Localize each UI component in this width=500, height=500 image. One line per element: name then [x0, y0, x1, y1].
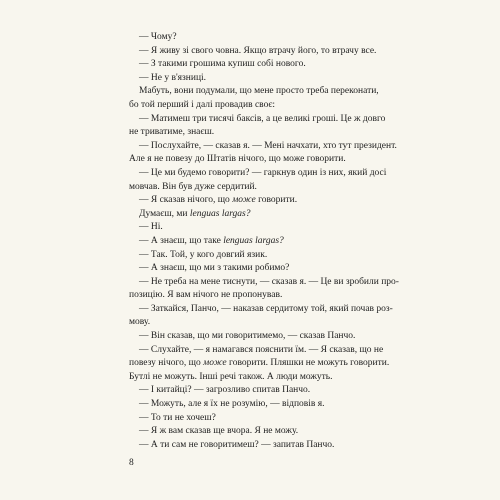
- text-line: [129, 384, 377, 398]
- text-line: [129, 303, 393, 317]
- text-line: [129, 31, 377, 45]
- text-segment: — Я сказав нічого, що: [139, 195, 233, 206]
- text-line: [129, 45, 377, 59]
- text-line: [129, 221, 377, 235]
- text-line: [129, 344, 384, 358]
- text-line: [129, 249, 377, 263]
- text-segment: повезу нічого, що: [129, 358, 204, 369]
- text-line: [129, 439, 377, 453]
- text-segment: Мабуть, вони подумали, що мене просто треба переконати,: [139, 86, 379, 97]
- text-segment: — Можуть, але я їх не розумію, — відповів я.: [139, 399, 325, 410]
- text-segment: — З такими грошима купиш собі нового.: [139, 59, 306, 70]
- text-line: [129, 276, 399, 290]
- text-segment: — А знаєш, що таке: [139, 235, 224, 246]
- text-line: [129, 357, 390, 371]
- text-line: [129, 126, 377, 140]
- text-segment: — Чому?: [139, 32, 177, 42]
- text-line: [129, 262, 377, 276]
- text-line: [129, 167, 387, 181]
- page-text: [129, 31, 399, 452]
- italic-word: може: [232, 195, 256, 206]
- text-segment: не триватиме, знаєш.: [129, 127, 215, 138]
- text-line: [129, 153, 377, 167]
- text-line: [129, 140, 397, 154]
- text-line: [129, 412, 377, 426]
- text-segment: — Слухайте, — я намагався пояснити їм. — Я сказав, що не: [139, 344, 384, 355]
- text-line: [129, 289, 377, 303]
- text-segment: — Він сказав, що ми говоритимемо, — сказав Панчо.: [139, 331, 356, 342]
- text-segment: мовчав. Він був дуже сердитий.: [129, 181, 257, 192]
- text-segment: — А ти сам не говоритимеш? — запитав Панчо.: [139, 439, 335, 450]
- text-line: [129, 113, 386, 127]
- text-segment: — Ні.: [139, 222, 163, 233]
- text-segment: говорити.: [255, 195, 298, 206]
- italic-word: може: [203, 358, 227, 369]
- text-segment: — Так. Той, у кого довгий язик.: [139, 249, 268, 260]
- text-segment: — То ти не хочеш?: [139, 412, 216, 423]
- text-segment: — Це ми будемо говорити? — гаркнув один із них, який досі: [139, 167, 387, 178]
- text-segment: — І китайці? — загрозливо спитав Панчо.: [139, 385, 311, 396]
- text-segment: — Матимеш три тисячі баксів, а це великі гроші. Це ж довго: [139, 113, 386, 124]
- text-segment: — Не треба на мене тиснути, — сказав я. — Це ви зробили про-: [139, 276, 399, 287]
- text-segment: — Я живу зі свого човна. Якщо втрачу його, то втрачу все.: [139, 45, 377, 56]
- text-line: [129, 85, 377, 99]
- text-line: [129, 58, 377, 72]
- page-number: 8: [129, 458, 134, 468]
- text-line: [129, 181, 377, 195]
- text-line: [129, 235, 377, 249]
- text-line: [129, 398, 377, 412]
- text-segment: — Послухайте, — сказав я. — Мені начхати, хто тут президент.: [139, 140, 397, 151]
- text-segment: — Не у в'язниці.: [139, 72, 207, 83]
- text-line: [129, 371, 377, 385]
- text-segment: мову.: [129, 317, 151, 328]
- text-line: [129, 208, 377, 222]
- text-line: [129, 330, 377, 344]
- text-line: [129, 99, 377, 113]
- text-line: [129, 194, 377, 208]
- text-segment: — Я ж вам сказав ще вчора. Я не можу.: [139, 426, 299, 437]
- text-segment: Думаєш, ми: [139, 208, 190, 219]
- text-line: [129, 316, 377, 330]
- text-line: [129, 72, 377, 86]
- italic-word: lenguas largas?: [223, 235, 284, 246]
- text-segment: позицію. Я вам нічого не пропонував.: [129, 290, 283, 301]
- text-segment: говорити. Пляшки не можуть говорити.: [226, 358, 390, 369]
- text-segment: Бутлі не можуть. Інші речі також. А люди можуть.: [129, 371, 333, 382]
- text-segment: — А знаєш, що ми з такими робимо?: [139, 263, 290, 274]
- text-segment: Але я не повезу до Штатів нічого, що може говорити.: [129, 154, 346, 165]
- text-line: [129, 425, 377, 439]
- text-segment: бо той перший і далі провадив своє:: [129, 99, 276, 110]
- italic-word: lenguas largas?: [189, 208, 251, 219]
- text-segment: — Заткайся, Панчо, — наказав сердитому той, який почав роз-: [139, 303, 393, 314]
